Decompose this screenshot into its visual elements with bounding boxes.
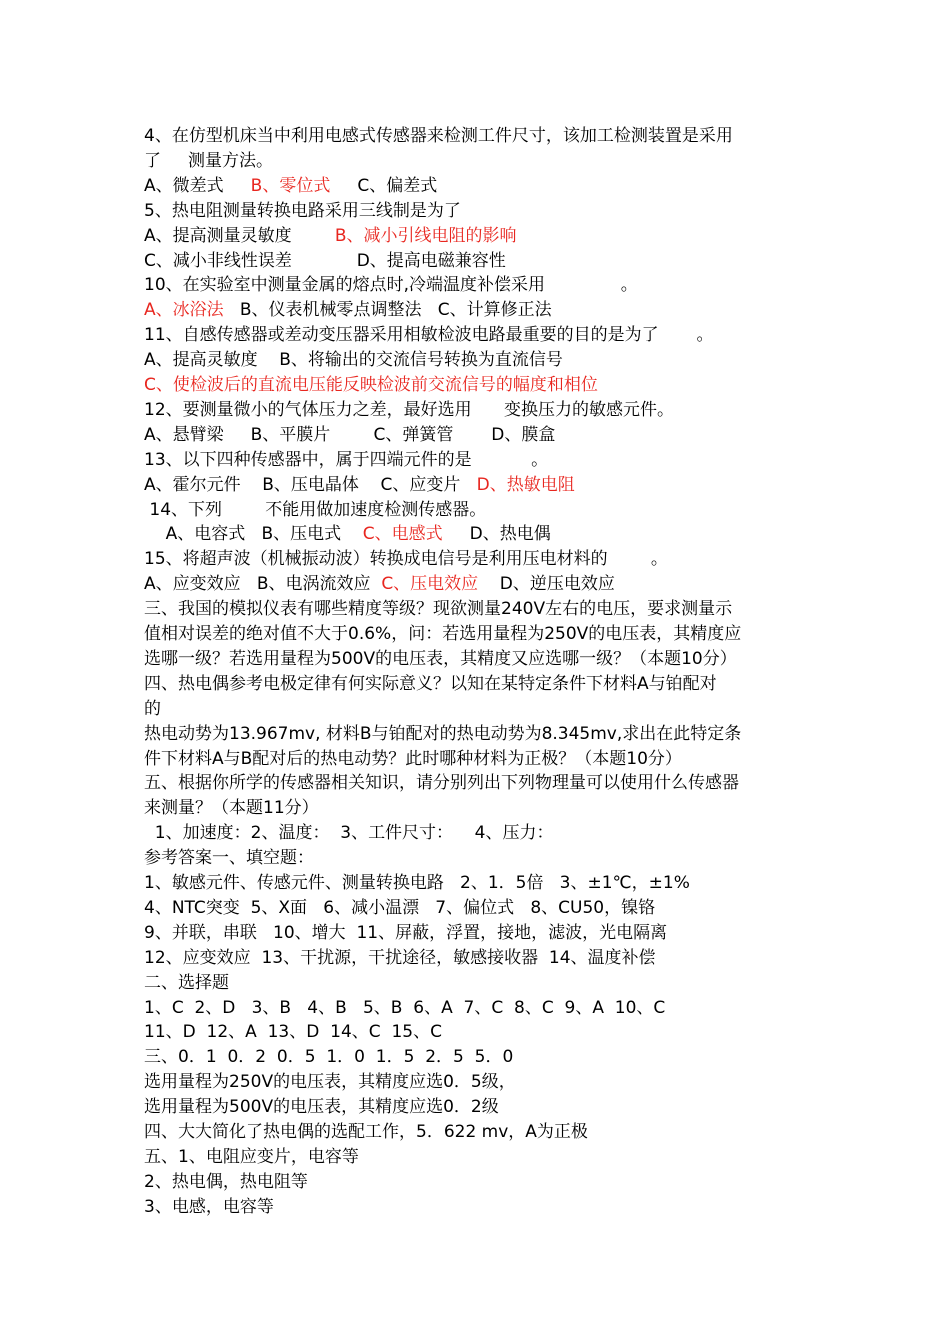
text-line bbox=[144, 598, 732, 620]
text-segment: 4、NTC突变 5、X面 6、减小温漂 7、偏位式 8、CU50，镍铬 bbox=[144, 897, 656, 918]
answer-highlight: C、电感式 bbox=[362, 524, 443, 545]
text-line bbox=[144, 499, 486, 521]
text-segment: A、提高灵敏度 B、将输出的交流信号转换为直流信号 bbox=[144, 350, 563, 371]
text-line bbox=[144, 125, 733, 147]
text-segment: 15、将超声波（机械振动波）转换成电信号是利用压电材料的 。 bbox=[144, 549, 668, 570]
text-line bbox=[144, 449, 548, 471]
text-segment: 选哪一级？若选用量程为500V的电压表，其精度又应选哪一级？（本题10分） bbox=[144, 648, 737, 669]
text-segment: 选用量程为500V的电压表，其精度应选0．2级 bbox=[144, 1097, 499, 1118]
text-segment: 2、热电偶，热电阻等 bbox=[144, 1171, 308, 1192]
answer-highlight: C、压电效应 bbox=[381, 574, 479, 595]
text-segment: 11、自感传感器或差动变压器采用相敏检波电路最重要的目的是为了 。 bbox=[144, 325, 714, 346]
text-line bbox=[144, 1021, 442, 1043]
text-line bbox=[144, 723, 741, 745]
text-line bbox=[144, 324, 713, 346]
text-segment: 五、1、电阻应变片，电容等 bbox=[144, 1146, 359, 1167]
text-segment: 11、D 12、A 13、D 14、C 15、C bbox=[144, 1022, 442, 1043]
text-line bbox=[144, 648, 737, 670]
text-segment: A、悬臂梁 B、平膜片 C、弹簧管 D、膜盒 bbox=[144, 424, 556, 445]
text-line bbox=[144, 299, 552, 321]
text-segment: 1、加速度：2、温度： 3、工件尺寸： 4、压力： bbox=[144, 823, 554, 844]
text-line bbox=[144, 748, 682, 770]
text-segment: 参考答案一、填空题： bbox=[144, 848, 314, 869]
text-segment: 了 测量方法。 bbox=[144, 150, 274, 171]
text-line bbox=[144, 274, 638, 296]
text-segment: 1、C 2、D 3、B 4、B 5、B 6、A 7、C 8、C 9、A 10、C bbox=[144, 997, 666, 1018]
text-segment: D、逆压电效应 bbox=[478, 574, 615, 595]
text-line bbox=[144, 1196, 274, 1218]
text-segment: B、仪表机械零点调整法 C、计算修正法 bbox=[223, 300, 552, 321]
text-segment: A、霍尔元件 B、压电晶体 C、应变片 bbox=[144, 474, 477, 495]
text-segment: C、偏差式 bbox=[330, 175, 438, 196]
text-segment: 10、在实验室中测量金属的熔点时,冷端温度补偿采用 。 bbox=[144, 275, 638, 296]
text-segment: 13、以下四种传感器中，属于四端元件的是 。 bbox=[144, 449, 549, 470]
text-line bbox=[144, 897, 655, 919]
text-segment: 3、电感，电容等 bbox=[144, 1196, 274, 1217]
text-segment: 选用量程为250V的电压表，其精度应选0．5级， bbox=[144, 1072, 516, 1093]
text-line bbox=[144, 872, 690, 894]
text-segment: A、电容式 B、压电式 bbox=[144, 524, 363, 545]
text-segment: A、提高测量灵敏度 bbox=[144, 225, 335, 246]
text-line bbox=[144, 523, 551, 545]
answer-highlight: D、热敏电阻 bbox=[476, 474, 575, 495]
text-line bbox=[144, 349, 563, 371]
text-line bbox=[144, 474, 575, 496]
text-line bbox=[144, 698, 161, 720]
text-line bbox=[144, 922, 667, 944]
text-segment: A、微差式 bbox=[144, 175, 251, 196]
text-line bbox=[144, 250, 506, 272]
text-line bbox=[144, 1146, 359, 1168]
text-segment: 来测量？（本题11分） bbox=[144, 798, 319, 819]
text-segment: D、热电偶 bbox=[442, 524, 551, 545]
answer-highlight: B、减小引线电阻的影响 bbox=[334, 225, 517, 246]
text-segment: 四、大大简化了热电偶的选配工作，5．622 mv，A为正极 bbox=[144, 1122, 588, 1142]
text-line bbox=[144, 797, 319, 819]
text-segment: 三、我国的模拟仪表有哪些精度等级？现欲测量240V左右的电压，要求测量示 bbox=[144, 599, 733, 620]
text-line bbox=[144, 399, 674, 421]
answer-highlight: A、冰浴法 bbox=[144, 300, 224, 321]
text-line bbox=[144, 150, 273, 172]
text-segment: 9、并联，串联 10、增大 11、屏蔽，浮置，接地，滤波，光电隔离 bbox=[144, 922, 668, 943]
text-segment: 12、要测量微小的气体压力之差，最好选用 变换压力的敏感元件。 bbox=[144, 399, 675, 420]
text-segment: 4、在仿型机床当中利用电感式传感器来检测工件尺寸，该加工检测装置是采用 bbox=[144, 126, 733, 146]
text-segment: 热电动势为13.967mv, 材料B与铂配对的热电动势为8.345mv,求出在此特定条 bbox=[144, 723, 742, 744]
text-line bbox=[144, 972, 229, 994]
text-line bbox=[144, 548, 668, 570]
text-segment: 三、0．1 0．2 0．5 1．0 1．5 2．5 5．0 bbox=[144, 1047, 514, 1068]
text-line bbox=[144, 1071, 516, 1093]
text-segment: 四、热电偶参考电极定律有何实际意义？以知在某特定条件下材料A与铂配对 bbox=[144, 673, 717, 694]
text-segment: 五、根据你所学的传感器相关知识，请分别列出下列物理量可以使用什么传感器 bbox=[144, 773, 739, 794]
text-line bbox=[144, 947, 656, 969]
text-segment: 1、敏感元件、传感元件、测量转换电路 2、1．5倍 3、±1℃，±1% bbox=[144, 873, 690, 893]
text-line bbox=[144, 673, 717, 695]
text-line bbox=[144, 374, 598, 396]
text-segment: A、应变效应 B、电涡流效应 bbox=[144, 574, 382, 595]
text-line bbox=[144, 175, 437, 197]
text-line bbox=[144, 1121, 588, 1143]
text-line bbox=[144, 822, 554, 844]
text-segment: C、减小非线性误差 D、提高电磁兼容性 bbox=[144, 250, 506, 271]
text-line bbox=[144, 997, 665, 1019]
text-line bbox=[144, 623, 741, 645]
answer-highlight: B、零位式 bbox=[250, 175, 331, 196]
text-line bbox=[144, 1046, 513, 1068]
text-segment: 二、选择题 bbox=[144, 972, 229, 993]
text-line bbox=[144, 847, 314, 869]
text-segment: 14、下列 不能用做加速度检测传感器。 bbox=[144, 499, 487, 520]
text-line bbox=[144, 772, 739, 794]
text-line bbox=[144, 225, 517, 247]
text-segment: 5、热电阻测量转换电路采用三线制是为了 bbox=[144, 200, 461, 221]
text-segment: 件下材料A与B配对后的热电动势？此时哪种材料为正极？（本题10分） bbox=[144, 748, 682, 769]
text-segment: 的 bbox=[144, 698, 161, 719]
text-line bbox=[144, 1171, 308, 1193]
text-line bbox=[144, 424, 555, 446]
text-segment: 值相对误差的绝对值不大于0.6%，问：若选用量程为250V的电压表，其精度应 bbox=[144, 624, 742, 644]
text-line bbox=[144, 200, 461, 222]
text-line bbox=[144, 1096, 499, 1118]
text-segment: 12、应变效应 13、干扰源，干扰途径，敏感接收器 14、温度补偿 bbox=[144, 947, 656, 968]
text-line bbox=[144, 573, 615, 595]
answer-highlight: C、使检波后的直流电压能反映检波前交流信号的幅度和相位 bbox=[144, 375, 598, 395]
